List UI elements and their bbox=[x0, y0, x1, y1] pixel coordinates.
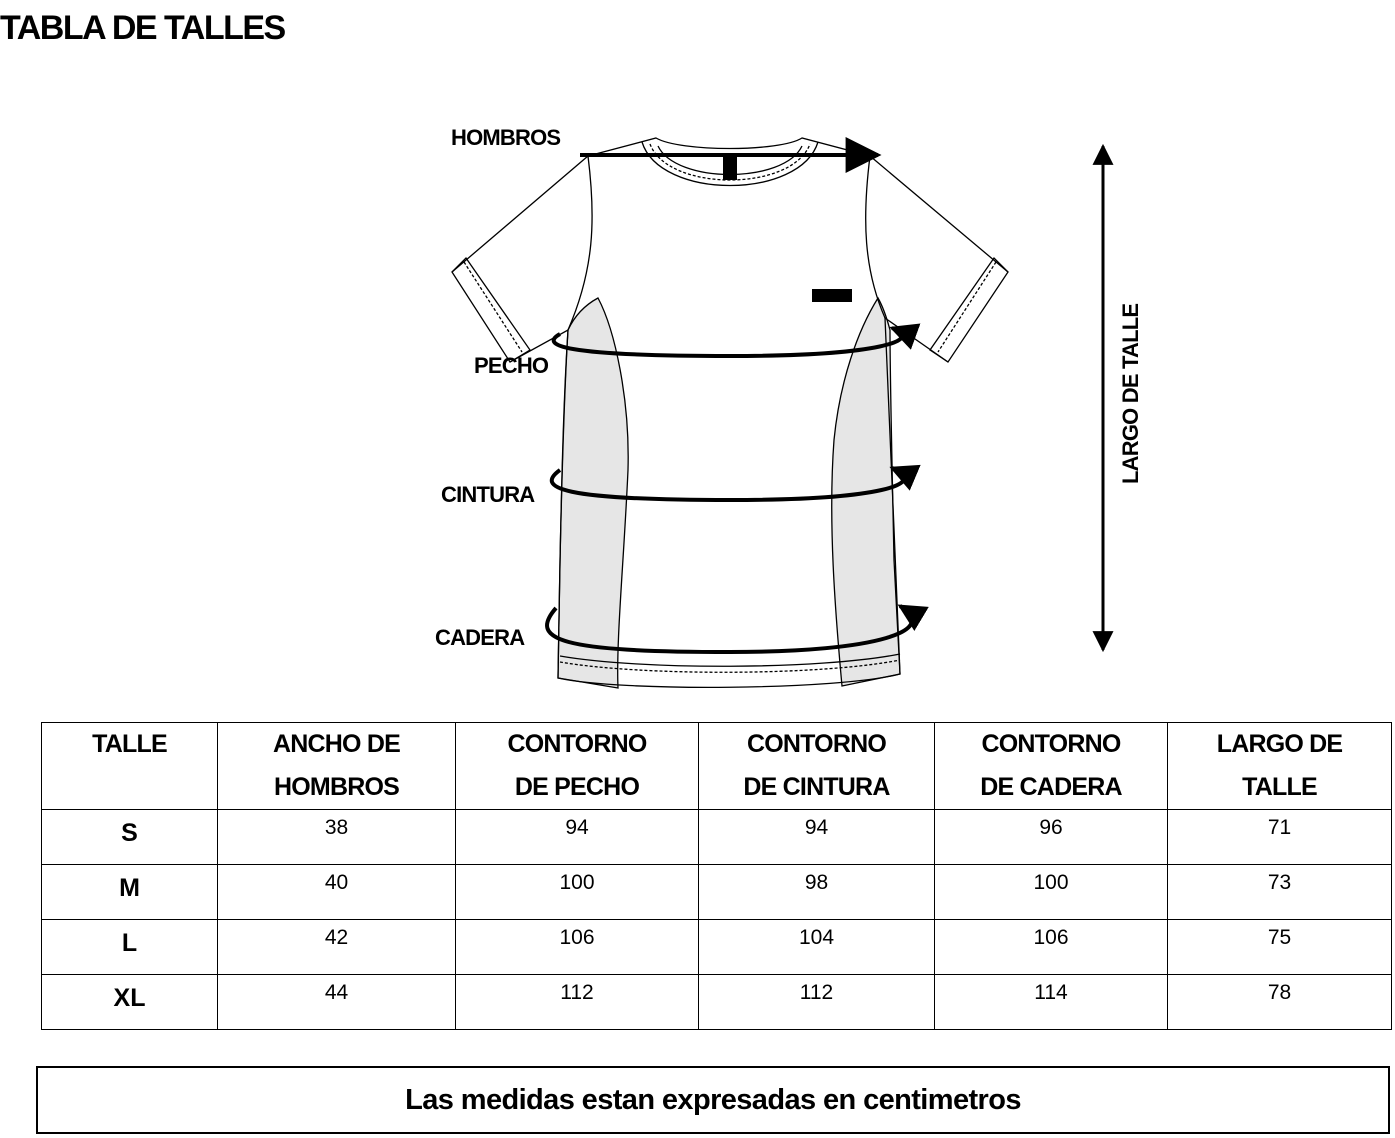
header-talle: TALLE bbox=[42, 723, 218, 810]
table-cell: 94 bbox=[456, 810, 699, 865]
label-pecho: PECHO bbox=[474, 353, 549, 378]
table-cell: 78 bbox=[1168, 975, 1392, 1030]
header-contorno-cintura: CONTORNO DE CINTURA bbox=[699, 723, 935, 810]
size-cell: XL bbox=[42, 975, 218, 1030]
table-cell: 38 bbox=[218, 810, 456, 865]
table-cell: 96 bbox=[935, 810, 1168, 865]
size-cell: L bbox=[42, 920, 218, 975]
tshirt-body bbox=[452, 138, 1008, 687]
size-cell: M bbox=[42, 865, 218, 920]
table-cell: 106 bbox=[456, 920, 699, 975]
neck-label bbox=[723, 156, 737, 180]
header-contorno-pecho: CONTORNO DE PECHO bbox=[456, 723, 699, 810]
table-cell: 75 bbox=[1168, 920, 1392, 975]
table-row bbox=[42, 865, 1392, 920]
chest-badge bbox=[812, 289, 852, 302]
label-hombros: HOMBROS bbox=[451, 125, 561, 150]
header-contorno-cadera: CONTORNO DE CADERA bbox=[935, 723, 1168, 810]
label-cintura: CINTURA bbox=[441, 482, 535, 507]
table-cell: 100 bbox=[935, 865, 1168, 920]
label-cadera: CADERA bbox=[435, 625, 525, 650]
table-cell: 106 bbox=[935, 920, 1168, 975]
table-cell: 100 bbox=[456, 865, 699, 920]
header-largo-talle: LARGO DE TALLE bbox=[1168, 723, 1392, 810]
table-cell: 73 bbox=[1168, 865, 1392, 920]
page-title: TABLA DE TALLES bbox=[0, 9, 285, 47]
table-row bbox=[42, 975, 1392, 1030]
table-cell: 71 bbox=[1168, 810, 1392, 865]
table-row bbox=[42, 920, 1392, 975]
header-ancho-hombros: ANCHO DE HOMBROS bbox=[218, 723, 456, 810]
table-cell: 112 bbox=[699, 975, 935, 1030]
table-cell: 40 bbox=[218, 865, 456, 920]
table-cell: 98 bbox=[699, 865, 935, 920]
table-header-row bbox=[42, 723, 1392, 810]
label-largo-de-talle: LARGO DE TALLE bbox=[1118, 303, 1143, 484]
table-cell: 104 bbox=[699, 920, 935, 975]
table-cell: 112 bbox=[456, 975, 699, 1030]
table-cell: 94 bbox=[699, 810, 935, 865]
table-cell: 44 bbox=[218, 975, 456, 1030]
table-row bbox=[42, 810, 1392, 865]
size-cell: S bbox=[42, 810, 218, 865]
size-table bbox=[41, 722, 1392, 1030]
units-note: Las medidas estan expresadas en centimetros bbox=[36, 1066, 1390, 1134]
table-cell: 114 bbox=[935, 975, 1168, 1030]
table-cell: 42 bbox=[218, 920, 456, 975]
tshirt-illustration bbox=[452, 138, 1008, 688]
